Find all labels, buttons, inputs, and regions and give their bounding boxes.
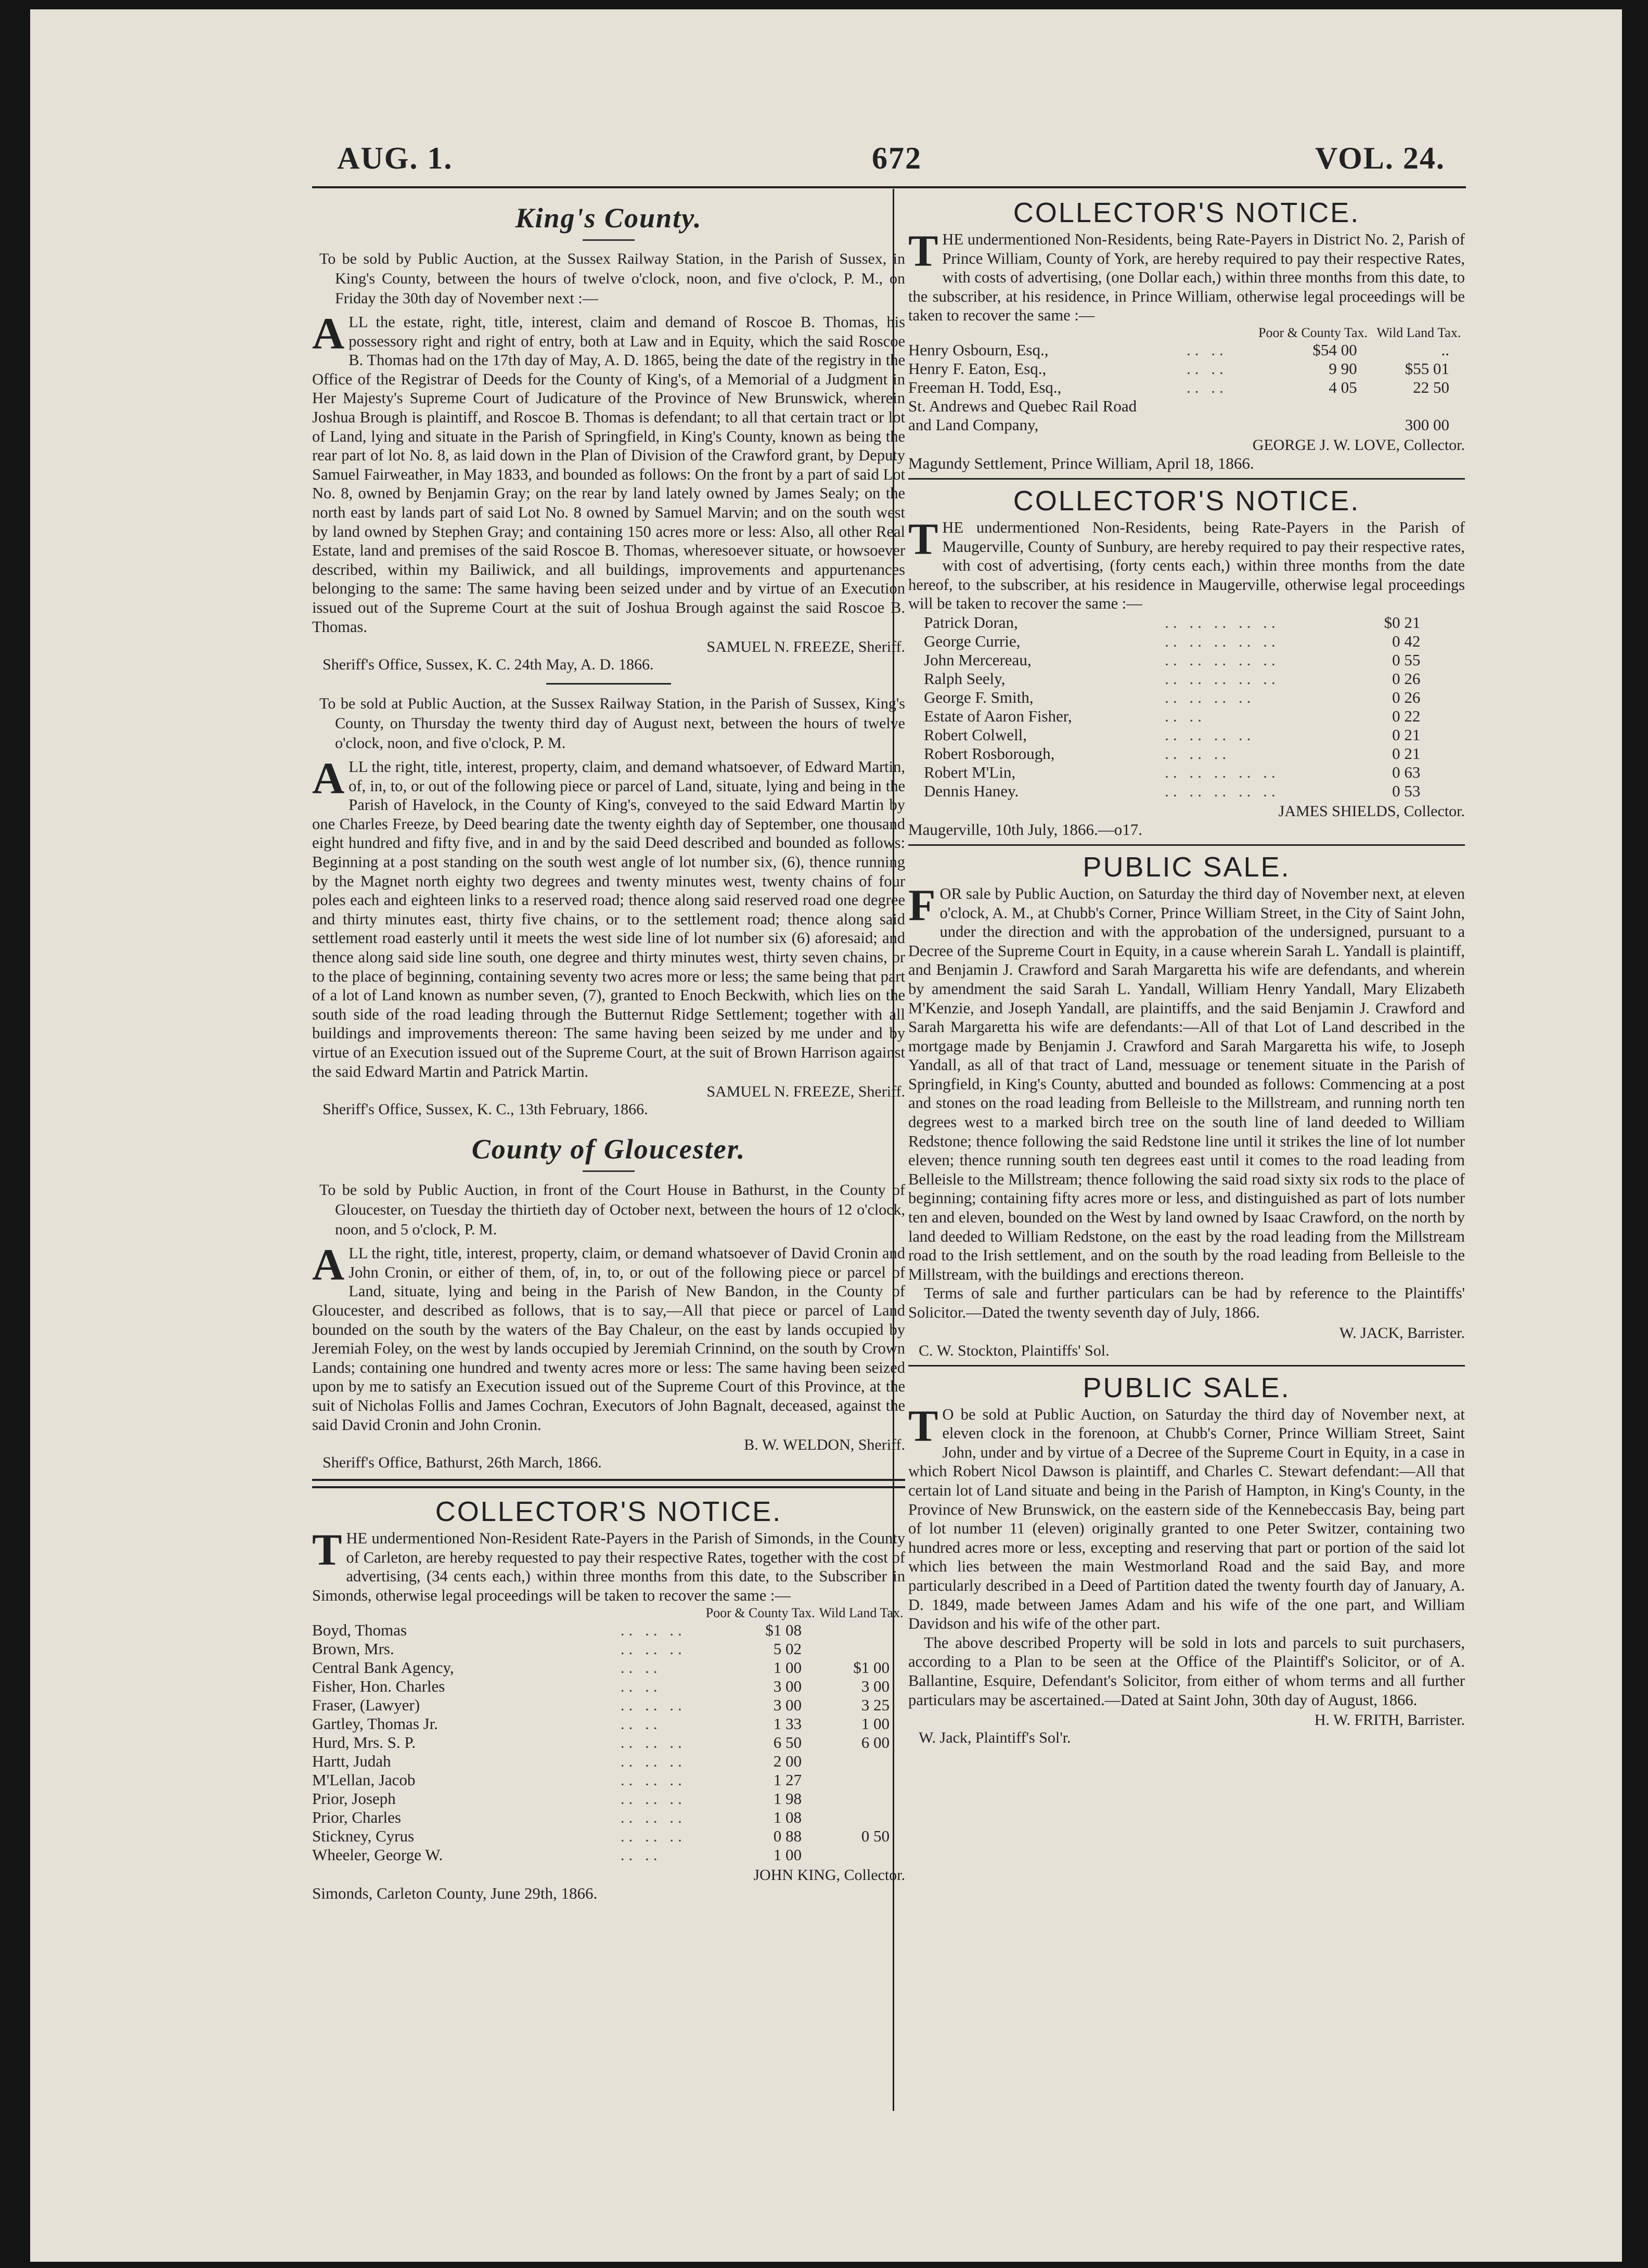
- poor-county-tax: $54 00: [1312, 340, 1357, 359]
- table-row: [924, 763, 1436, 782]
- collector-notice-title: COLLECTOR'S NOTICE.: [435, 1496, 782, 1528]
- ratepayer-name: George F. Smith,: [924, 688, 1034, 706]
- notice-date: Simonds, Carleton County, June 29th, 1866.: [312, 1884, 598, 1902]
- section-rule: [908, 844, 1465, 846]
- wild-land-tax: [817, 1789, 905, 1808]
- table-row: [924, 688, 1436, 707]
- notice-body: [312, 1525, 905, 1605]
- leader-dots: .. .. .. ..: [1165, 688, 1255, 706]
- separator-rule: [546, 683, 671, 685]
- poor-county-tax: 2 00: [773, 1751, 802, 1770]
- rate-amount: 0 21: [1392, 725, 1421, 744]
- left-column: [312, 197, 905, 1903]
- notice-body: [908, 880, 1465, 1284]
- table-row: [924, 782, 1436, 801]
- poor-county-tax: 1 33: [773, 1714, 802, 1733]
- wild-land-tax: 6 00: [861, 1733, 890, 1751]
- table-row: [312, 1752, 905, 1771]
- wild-land-tax: 0 50: [861, 1826, 890, 1845]
- sheriff-signature: SAMUEL N. FREEZE, Sheriff.: [706, 1083, 905, 1101]
- poor-county-tax: 9 90: [1329, 359, 1357, 378]
- leader-dots: .. .. ..: [620, 1789, 686, 1808]
- rate-amount: 0 22: [1392, 706, 1421, 725]
- leader-dots: .. .. .. .. ..: [1165, 781, 1280, 800]
- notice-text: LL the right, title, interest, property, claim, or demand whatsoever of David Cronin and John Cronin, or either of them, of, in, to, or out of the following piece or parcel of Land, situate, lying and being in the Parish of New Bandon, in the County of Gloucester, and described as follows, that is to say,—All that piece or parcel of Land bounded on the south by the waters of the Bay Chaleur, on the east by lands occupied by Jeremiah Foley, on the west by lands occupied by Jeremiah Crinnind, on the south by Crown Lands; containing one hundred and twenty acres more or less: The same having been seized upon by me to satisfy an Execution issued out of the Supreme Court of this Province, at the suit of Nicholas Follis and James Cochran, Executors of John Bagnalt, deceased, against the said David Cronin and John Cronin.: [312, 1244, 905, 1434]
- table-row: [908, 416, 1465, 434]
- column-header: Poor & County Tax.: [1258, 325, 1368, 340]
- wild-land-tax: 1 00: [861, 1714, 890, 1733]
- ratepayer-name: Boyd, Thomas: [312, 1620, 407, 1639]
- notice-body: [908, 1400, 1465, 1633]
- table-row: [924, 651, 1436, 669]
- leader-dots: .. ..: [620, 1714, 662, 1733]
- table-row: [312, 1771, 905, 1789]
- notice-intro: To be sold by Public Auction, in front of the Court House in Bathurst, in the County of Gloucester, on Tuesday the thirtieth day of October next, between the hours of 12 o'clock, noon, and 5 o'clock, P. M.: [319, 1181, 905, 1239]
- poor-county-tax: 3 00: [773, 1677, 802, 1695]
- drop-cap: T: [908, 1400, 938, 1451]
- drop-cap: A: [312, 1240, 345, 1290]
- ratepayer-name: John Mercereau,: [924, 650, 1032, 669]
- table-row: [908, 397, 1465, 416]
- ratepayer-name: Fisher, Hon. Charles: [312, 1677, 445, 1695]
- leader-dots: .. .. .. .. ..: [1165, 763, 1280, 781]
- ratepayer-name: and Land Company,: [908, 415, 1039, 434]
- wild-land-tax: [817, 1808, 905, 1827]
- drop-cap: F: [908, 880, 936, 930]
- notice-text: LL the right, title, interest, property, claim, and demand whatsoever, of Edward Martin, of, in, to, or out of the following piece or parcel of Land, situate, lying and being in the Parish of Havelock, in the County of King's, conveyed to the said Edward Martin by one Charles Freeze, by Deed bearing date the twenty eighth day of September, one thousand eight hundred and fifty five, and in and by the said Deed described and bounded as follows: Beginning at a post standing on the south west angle of lot number six, (6), thence running by the Magnet north eighty two degrees and twenty minutes west, twenty chains of four poles each and eighteen links to a reserved road; thence along said reserved road one degree and thirty minutes east, thirty five chains, or to the settlement road; thence along said settlement road easterly until it meets the west side line of lot number six (6) aforesaid; and thence along said side line south, one degree and thirty minutes west, thirty seven chains, or to the place of beginning, containing seventy two acres more or less; the same being that part of a lot of Land known as number seven, (7), granted to Enoch Beckwith, which lies on the south side of the road leading through the Butternut Ridge Settlement; together with all buildings and improvements thereon: The same having been seized by me under and by virtue of an Execution issued out of the Supreme Court, at the suit of Brown Harrison against the said Edward Martin and Patrick Martin.: [312, 758, 905, 1080]
- notice-date: Magundy Settlement, Prince William, April 18, 1866.: [908, 454, 1254, 472]
- public-sale-title: PUBLIC SALE.: [1083, 851, 1291, 883]
- leader-dots: .. ..: [1187, 340, 1228, 359]
- poor-county-tax: 1 08: [773, 1808, 802, 1826]
- solicitor-name: C. W. Stockton, Plaintiffs' Sol.: [919, 1342, 1110, 1359]
- wild-land-tax: 300 00: [1405, 415, 1449, 434]
- leader-dots: .. .. ..: [620, 1620, 686, 1639]
- ratepayer-name: Ralph Seely,: [924, 669, 1006, 688]
- leader-dots: .. ..: [620, 1677, 662, 1695]
- kings-county-heading: King's County.: [515, 202, 702, 234]
- poor-county-tax: [1253, 397, 1372, 416]
- table-row: [908, 341, 1465, 359]
- poor-county-tax: 0 88: [773, 1826, 802, 1845]
- poor-county-tax: 1 00: [773, 1845, 802, 1864]
- table-row: [312, 1640, 905, 1658]
- ratepayer-name: Prior, Charles: [312, 1808, 401, 1826]
- leader-dots: .. .. .. .. ..: [1165, 669, 1280, 688]
- wild-land-tax: $1 00: [853, 1658, 890, 1677]
- drop-cap: T: [312, 1525, 342, 1575]
- heading-rule: [583, 239, 635, 241]
- ratepayer-name: Central Bank Agency,: [312, 1658, 454, 1677]
- notice-text: HE undermentioned Non-Residents, being Rate-Payers in District No. 2, Parish of Prince William, County of York, are hereby required to pay their respective Rates, with costs of advertising, (one Dollar each,) within three months from this date, to the subscriber, at his residence, in Prince William, otherwise legal proceedings will be taken to recover the same :—: [908, 230, 1465, 325]
- wild-land-tax: 3 00: [861, 1677, 890, 1695]
- table-row: [924, 632, 1436, 651]
- leader-dots: .. .. ..: [620, 1826, 686, 1845]
- wild-land-tax: [817, 1621, 905, 1640]
- table-header-row: [908, 325, 1465, 341]
- leader-dots: .. ..: [1165, 706, 1206, 725]
- ratepayer-name: Robert Colwell,: [924, 725, 1027, 744]
- leader-dots: .. .. ..: [620, 1733, 686, 1751]
- drop-cap: A: [312, 753, 345, 804]
- poor-county-tax: 6 50: [773, 1733, 802, 1751]
- column-header: Poor & County Tax.: [705, 1605, 815, 1620]
- poor-county-tax: 5 02: [773, 1639, 802, 1658]
- wild-land-tax: [817, 1640, 905, 1658]
- sheriff-signature: B. W. WELDON, Sheriff.: [744, 1436, 905, 1454]
- rate-amount: 0 21: [1392, 744, 1421, 763]
- section-rule: [908, 1365, 1465, 1367]
- ratepayer-name: St. Andrews and Quebec Rail Road: [908, 396, 1137, 415]
- ratepayer-name: Fraser, (Lawyer): [312, 1695, 420, 1714]
- leader-dots: .. .. ..: [620, 1695, 686, 1714]
- sheriff-signature: SAMUEL N. FREEZE, Sheriff.: [706, 638, 905, 656]
- rate-table-body: [908, 341, 1465, 434]
- leader-dots: .. ..: [620, 1845, 662, 1864]
- table-row: [908, 378, 1465, 397]
- sheriff-office-date: Sheriff's Office, Bathurst, 26th March, 1866.: [323, 1454, 602, 1472]
- rate-table-body: [312, 1621, 905, 1864]
- notice-text: HE undermentioned Non-Resident Rate-Payers in the Parish of Simonds, in the County of Carleton, are hereby requested to pay their respective Rates, together with the cost of advertising, (34 cents each,) within three months from this date, to the Subscriber in Simonds, otherwise legal proceedings will be taken to recover the same :—: [312, 1529, 905, 1604]
- rate-amount: 0 53: [1392, 781, 1421, 800]
- leader-dots: .. ..: [1187, 378, 1228, 396]
- table-row: [924, 613, 1436, 632]
- column-header: Wild Land Tax.: [819, 1605, 904, 1620]
- table-row: [312, 1846, 905, 1864]
- ratepayer-name: Brown, Mrs.: [312, 1639, 394, 1658]
- notice-intro: To be sold at Public Auction, at the Sussex Railway Station, in the Parish of Sussex, King's County, on Thursday the twenty third day of August next, between the hours of twelve o'clock, noon, and five o'clock, P. M.: [319, 695, 905, 752]
- rate-table: [312, 1605, 905, 1864]
- rate-amount: 0 63: [1392, 763, 1421, 781]
- drop-cap: T: [908, 226, 938, 276]
- notice-body: [312, 308, 905, 636]
- leader-dots: .. .. ..: [620, 1639, 686, 1658]
- ratepayer-name: Freeman H. Todd, Esq.,: [908, 378, 1062, 396]
- rate-amount: $0 21: [1384, 613, 1421, 632]
- collector-notice-title: COLLECTOR'S NOTICE.: [1013, 197, 1360, 228]
- poor-county-tax: 1 27: [773, 1770, 802, 1789]
- drop-cap: A: [312, 308, 345, 358]
- poor-county-tax: [1253, 416, 1372, 434]
- sheriff-office-date: Sheriff's Office, Sussex, K. C., 13th February, 1866.: [323, 1101, 648, 1118]
- leader-dots: .. .. ..: [620, 1808, 686, 1826]
- sheriff-office-date: Sheriff's Office, Sussex, K. C. 24th May, A. D. 1866.: [323, 656, 654, 674]
- ratepayer-name: Dennis Haney.: [924, 781, 1019, 800]
- table-row: [312, 1827, 905, 1846]
- ratepayer-name: Henry Osbourn, Esq.,: [908, 340, 1049, 359]
- solicitor-name: W. Jack, Plaintiff's Sol'r.: [919, 1729, 1071, 1747]
- rate-table: [924, 613, 1436, 801]
- page-number: 672: [872, 141, 922, 175]
- newspaper-page: [30, 9, 1622, 2262]
- notice-body: [312, 1240, 905, 1434]
- leader-dots: .. ..: [620, 1658, 662, 1677]
- rate-amount: 0 26: [1392, 669, 1421, 688]
- barrister-signature: H. W. FRITH, Barrister.: [1314, 1711, 1465, 1729]
- poor-county-tax: 1 98: [773, 1789, 802, 1808]
- ratepayer-name: Robert Rosborough,: [924, 744, 1055, 763]
- section-rule: [908, 478, 1465, 480]
- ratepayer-name: Robert M'Lin,: [924, 763, 1016, 781]
- table-row: [312, 1677, 905, 1696]
- terms-of-sale: Terms of sale and further particulars can be had by reference to the Plaintiffs' Solicitor.—Dated the twenty seventh day of July, 1866.: [908, 1284, 1465, 1321]
- rate-table: [908, 325, 1465, 434]
- table-row: [312, 1658, 905, 1677]
- poor-county-tax: 3 00: [773, 1695, 802, 1714]
- collector-signature: JOHN KING, Collector.: [753, 1866, 905, 1884]
- table-row: [312, 1696, 905, 1715]
- ratepayer-name: Hurd, Mrs. S. P.: [312, 1733, 416, 1751]
- leader-dots: .. .. ..: [1165, 744, 1231, 763]
- table-row: [312, 1789, 905, 1808]
- table-row: [312, 1733, 905, 1752]
- table-row: [924, 744, 1436, 763]
- wild-land-tax: $55 01: [1405, 359, 1449, 378]
- ratepayer-name: Henry F. Eaton, Esq.,: [908, 359, 1047, 378]
- table-row: [312, 1808, 905, 1827]
- table-row: [908, 359, 1465, 378]
- notice-body: [312, 753, 905, 1081]
- poor-county-tax: $1 08: [765, 1620, 802, 1639]
- notice-text: O be sold at Public Auction, on Saturday the third day of November next, at eleven clock in the forenoon, at Chubb's Corner, Prince William Street, Saint John, under and by virtue of a Decree of the Supreme Court in Equity, in a case in which Robert Nicol Dawson is plaintiff, and Charles C. Stewart defendant:—All that certain lot of Land situate and being in the Parish of Hampton, in King's County, in the Province of New Brunswick, on the eastern side of the Kennebeccasis Bay, being part of lot number 11 (eleven) originally granted to one Peter Switzer, containing two hundred acres more or less, excepting and reserving that part or portion of the said lot which lies between the main Westmorland Road and the said Bay, and more particularly described in a Deed of Partition dated the twenty fourth day of January, A. D. 1849, made between James Adam and his wife of the one part, and William Davidson and his wife of the other part.: [908, 1405, 1465, 1633]
- poor-county-tax: 4 05: [1329, 378, 1357, 396]
- wild-land-tax: [1373, 397, 1465, 416]
- heading-rule: [583, 1170, 635, 1172]
- ratepayer-name: George Currie,: [924, 632, 1021, 650]
- notice-text: OR sale by Public Auction, on Saturday the third day of November next, at eleven o'clock, A. M., at Chubb's Corner, Prince William Street, in the City of Saint John, under the direction and with the approbation of the undersigned, pursuant to a Decree of the Supreme Court in Equity, in a cause wherein Sarah L. Yandall is plaintiff, and Benjamin J. Crawford and Sarah Margaretta his wife are defendants, and wherein by amendment the said Sarah L. Yandall, William Henry Yandall, Mary Elizabeth M'Kenzie, and Joseph Yandall, are plaintiffs, and the said Benjamin J. Crawford and Sarah Margaretta his wife are defendants:—All of that Lot of Land described in the mortgage made by Benjamin J. Crawford and Sarah Margaretta his wife, to Joseph Yandall, as all of that tract of Land, messuage or tenement situate in the Parish of Springfield, in King's County, abutted and bounded as follows: Commencing at a post and stones on the road leading from Belleisle to the Millstream, and running north ten degrees west to a marked birch tree on the south line of land deeded to William Redstone; thence following the said Redstone line until it strikes the line of lot number eleven; thence running south ten degrees east until it comes to the road leading from Belleisle to the Millstream; thence following the said road sixty six rods to the place of beginning; containing fifty acres more or less, and distinguished as part of lots number ten and eleven, bounded on the West by land owned by Isaac Crawford, on the north by land deeded to William Redstone, on the east by the road leading from the Millstream road to the Irish settlement, and on the south by the road leading from Belleisle to the Millstream, with the buildings and erections thereon.: [908, 884, 1465, 1283]
- section-double-rule: [312, 1479, 905, 1488]
- table-row: [924, 669, 1436, 688]
- wild-land-tax: [817, 1846, 905, 1864]
- ratepayer-name: Prior, Joseph: [312, 1789, 396, 1808]
- header-rule: [312, 186, 1466, 188]
- table-header-row: [312, 1605, 905, 1621]
- notice-intro: To be sold by Public Auction, at the Sussex Railway Station, in the Parish of Sussex, in King's County, between the hours of twelve o'clock, noon, and five o'clock, P. M., on Friday the 30th day of November next :—: [319, 250, 905, 307]
- rate-amount: 0 26: [1392, 688, 1421, 706]
- ratepayer-name: Hartt, Judah: [312, 1751, 391, 1770]
- rate-amount: 0 55: [1392, 650, 1421, 669]
- notice-body: [908, 226, 1465, 325]
- collector-signature: JAMES SHIELDS, Collector.: [1278, 802, 1465, 820]
- column-header: Wild Land Tax.: [1376, 325, 1461, 340]
- table-row: [924, 707, 1436, 726]
- wild-land-tax: 3 25: [861, 1695, 890, 1714]
- wild-land-tax: 22 50: [1413, 378, 1449, 396]
- ratepayer-name: Wheeler, George W.: [312, 1845, 443, 1864]
- public-sale-title: PUBLIC SALE.: [1083, 1372, 1291, 1403]
- table-row: [924, 726, 1436, 744]
- rate-table-body: [924, 613, 1436, 801]
- notice-date: Maugerville, 10th July, 1866.—o17.: [908, 820, 1143, 839]
- leader-dots: .. .. .. .. ..: [1165, 613, 1280, 632]
- ratepayer-name: Estate of Aaron Fisher,: [924, 706, 1072, 725]
- leader-dots: [1187, 397, 1253, 416]
- issue-date: AUG. 1.: [337, 141, 453, 175]
- leader-dots: .. .. ..: [620, 1751, 686, 1770]
- ratepayer-name: M'Lellan, Jacob: [312, 1770, 416, 1789]
- leader-dots: .. .. .. .. ..: [1165, 632, 1280, 650]
- ratepayer-name: Gartley, Thomas Jr.: [312, 1714, 438, 1733]
- rate-amount: 0 42: [1392, 632, 1421, 650]
- poor-county-tax: 1 00: [773, 1658, 802, 1677]
- wild-land-tax: [817, 1752, 905, 1771]
- barrister-signature: W. JACK, Barrister.: [1339, 1324, 1465, 1342]
- wild-land-tax: [817, 1771, 905, 1789]
- notice-body: [908, 513, 1465, 613]
- notice-text: LL the estate, right, title, interest, claim and demand of Roscoe B. Thomas, his possessory right and right of entry, both at Law and in Equity, which the said Roscoe B. Thomas had on the 17th day of May, A. D. 1865, being the date of the registry in the Office of the Registrar of Deeds for the County of King's, of a Memorial of a Judgment in Her Majesty's Supreme Court of Judicature of the Province of New Brunswick, wherein Joshua Brough is plaintiff, and Roscoe B. Thomas is defendant; to all that certain tract or lot of Land, lying and situate in the Parish of Springfield, in King's County, known as being the rear part of lot No. 8, as laid down in the Plan of Division of the Crawford grant, by Deputy Samuel Fairweather, in May 1833, and bounded as follows: On the front by a part of said Lot No. 8, owned by Benjamin Gray; on the rear by land lately owned by James Sealy; on the north east by lands part of said Lot No. 8 owned by Samuel Marvin; and on the south west by land owned by Stephen Gray; and containing 150 acres more or less: Also, all other Real Estate, land and premises of the said Roscoe B. Thomas, wheresoever situate, or howsoever described, within my Bailiwick, and all buildings, improvements and appurtenances belonging to the same: The same having been seized under and by virtue of an Execution issued out of the Supreme Court at the suit of Joshua Brough against the said Roscoe B. Thomas.: [312, 313, 905, 636]
- table-row: [312, 1715, 905, 1733]
- leader-dots: .. ..: [1187, 359, 1228, 378]
- ratepayer-name: Stickney, Cyrus: [312, 1826, 415, 1845]
- collector-signature: GEORGE J. W. LOVE, Collector.: [1252, 436, 1465, 454]
- leader-dots: [1187, 416, 1253, 434]
- table-row: [312, 1621, 905, 1640]
- leader-dots: .. .. ..: [620, 1770, 686, 1789]
- gloucester-county-heading: County of Gloucester.: [471, 1133, 746, 1165]
- leader-dots: .. .. .. ..: [1165, 725, 1255, 744]
- wild-land-tax: ..: [1441, 340, 1449, 359]
- terms-of-sale: The above described Property will be sold in lots and parcels to suit purchasers, according to a Plan to be seen at the Office of the Plaintiff's Solicitor, or of A. Ballantine, Esquire, Defendant's Solicitor, from either of whom terms and all further particulars may be ascertained.—Dated at Saint John, 30th day of August, 1866.: [908, 1633, 1465, 1709]
- collector-notice-title: COLLECTOR'S NOTICE.: [1013, 485, 1360, 517]
- notice-text: HE undermentioned Non-Residents, being Rate-Payers in the Parish of Maugerville, County of Sunbury, are hereby required to pay their respective rates, with cost of advertising, (forty cents each,) within three months from the date hereof, to the subscriber, at his residence in Maugerville, otherwise legal proceedings will be taken to recover the same :—: [908, 518, 1465, 613]
- ratepayer-name: Patrick Doran,: [924, 613, 1018, 632]
- leader-dots: .. .. .. .. ..: [1165, 650, 1280, 669]
- right-column: [908, 197, 1465, 1747]
- volume-number: VOL. 24.: [1315, 141, 1445, 175]
- drop-cap: T: [908, 513, 938, 564]
